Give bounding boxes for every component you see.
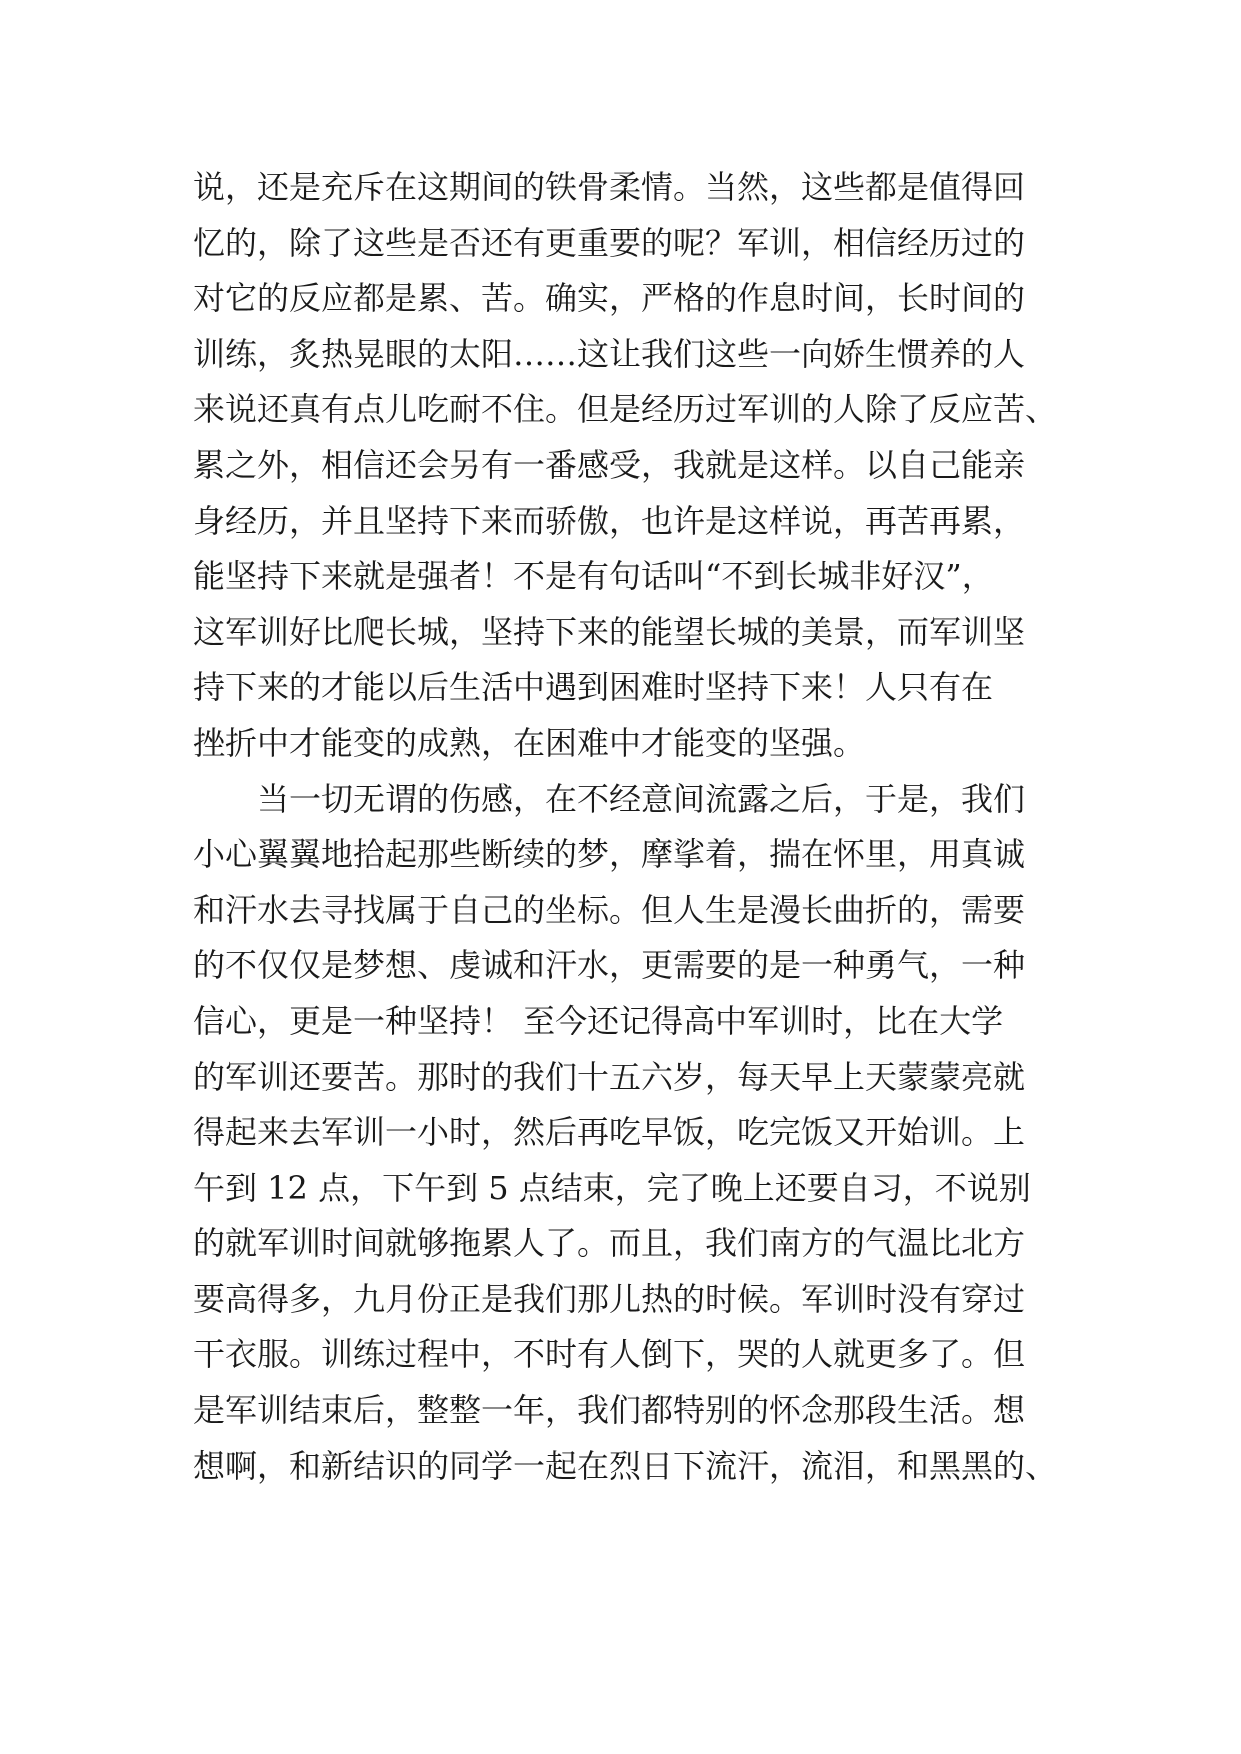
text-line: 能坚持下来就是强者！不是有句话叫“不到长城非好汉”， [193,557,994,596]
text-line: 说，还是充斥在这期间的铁骨柔情。当然，这些都是值得回 [193,168,1026,206]
text-line: 的不仅仅是梦想、虔诚和汗水，更需要的是一种勇气，一种 [193,946,1026,985]
text-line: 小心翼翼地拾起那些断续的梦，摩挲着，揣在怀里，用真诚 [193,835,1026,874]
text-line: 是军训结束后，整整一年，我们都特别的怀念那段生活。想 [193,1391,1026,1430]
text-line: 身经历，并且坚持下来而骄傲，也许是这样说，再苦再累， [193,501,1026,540]
text-line: 忆的，除了这些是否还有更重要的呢？军训，相信经历过的 [193,223,1026,262]
text-line: 信心，更是一种坚持！ 至今还记得高中军训时，比在大学 [193,1001,1004,1040]
text-line: 和汗水去寻找属于自己的坐标。但人生是漫长曲折的，需要 [193,890,1026,929]
text-line: 这军训好比爬长城，坚持下来的能望长城的美景，而军训坚 [193,612,1026,651]
text-line: 挫折中才能变的成熟，在困难中才能变的坚强。 [193,723,866,762]
text-line: 来说还真有点儿吃耐不住。但是经历过军训的人除了反应苦、 [193,390,1058,429]
text-line: 得起来去军训一小时，然后再吃早饭，吃完饭又开始训。上 [193,1113,1026,1152]
text-line: 对它的反应都是累、苦。确实，严格的作息时间，长时间的 [193,279,1026,318]
text-line: 训练，炙热晃眼的太阳……这让我们这些一向娇生惯养的人 [193,334,1026,373]
text-line: 的军训还要苦。那时的我们十五六岁，每天早上天蒙蒙亮就 [193,1057,1026,1096]
paragraph-start-line: 当一切无谓的伤感，在不经意间流露之后，于是，我们 [257,779,1026,818]
text-line: 要高得多，九月份正是我们那儿热的时候。军训时没有穿过 [193,1279,1026,1318]
body-text [193,160,1073,1494]
text-line: 午到 12 点，下午到 5 点结束，完了晚上还要自习，不说别 [193,1168,1031,1207]
text-line: 想啊，和新结识的同学一起在烈日下流汗，流泪，和黑黑的、 [193,1446,1058,1485]
text-line: 的就军训时间就够拖累人了。而且，我们南方的气温比北方 [193,1224,1026,1263]
text-line: 累之外，相信还会另有一番感受，我就是这样。以自己能亲 [193,445,1026,484]
text-line: 干衣服。训练过程中，不时有人倒下，哭的人就更多了。但 [193,1335,1026,1374]
text-line: 持下来的才能以后生活中遇到困难时坚持下来！人只有在 [193,668,994,707]
